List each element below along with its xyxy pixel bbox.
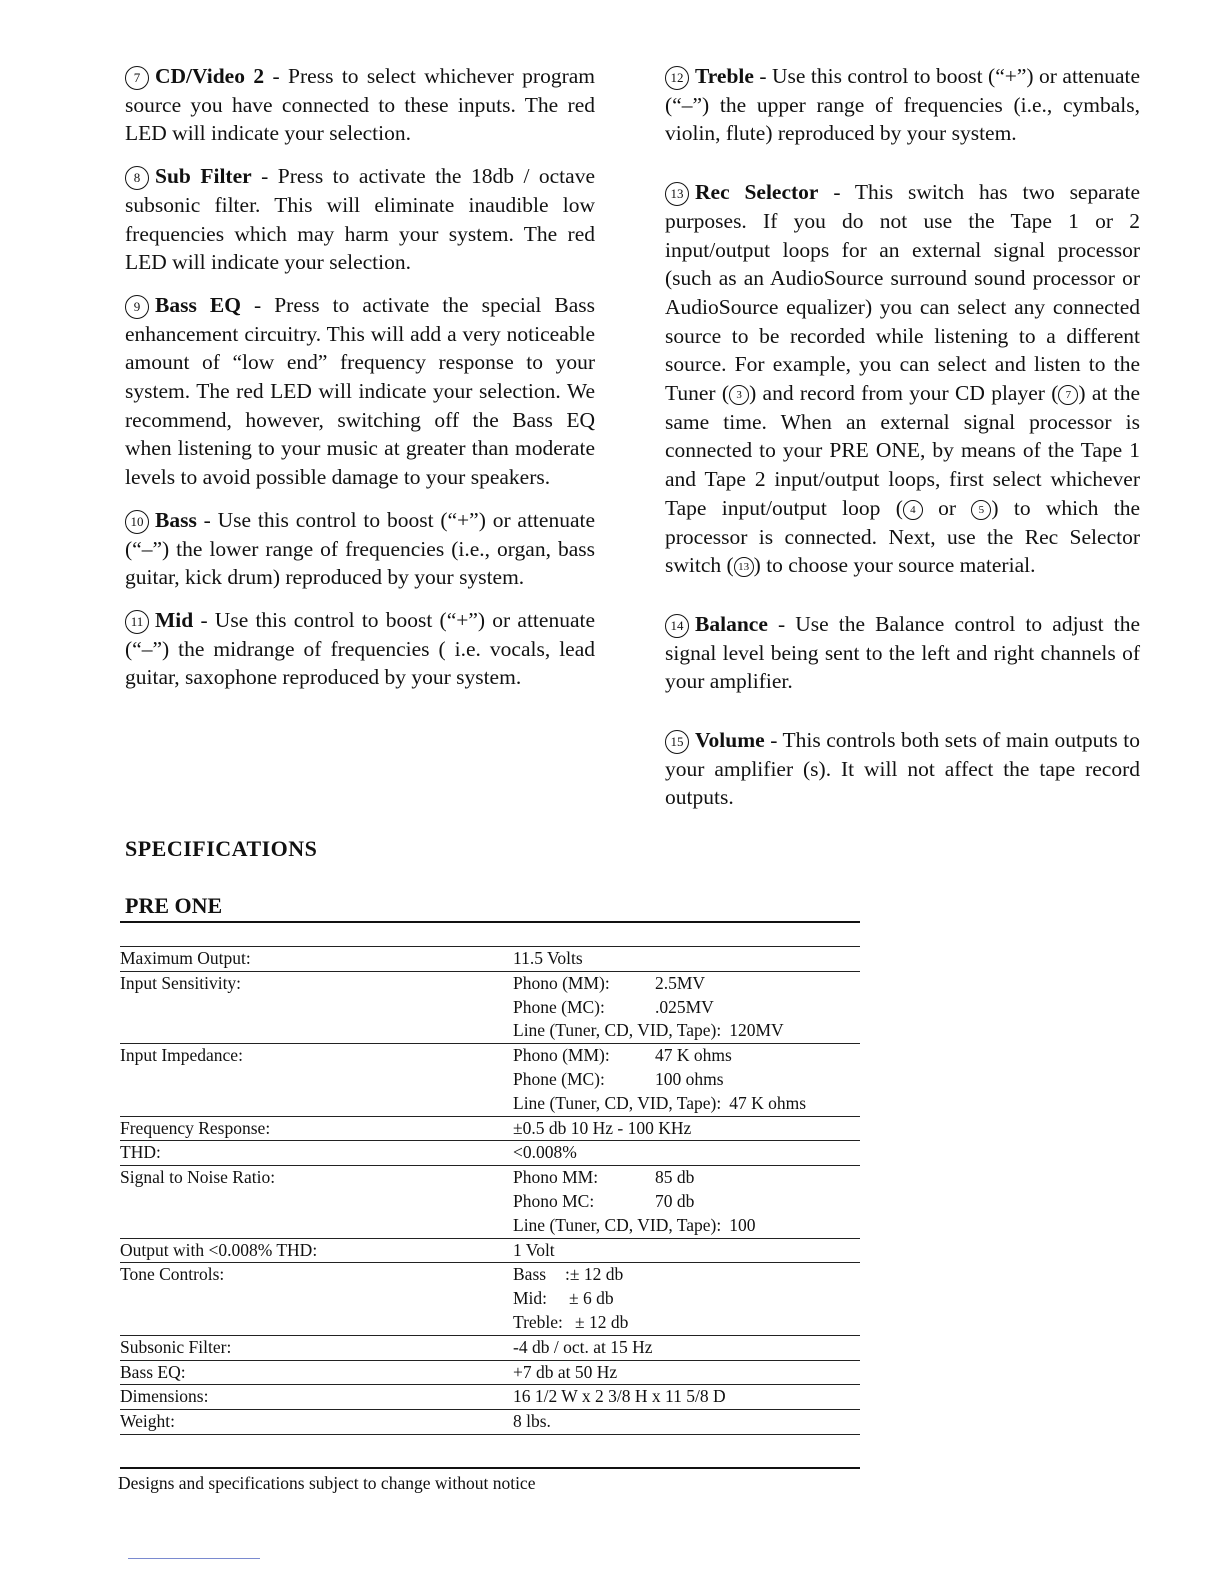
spec-label: Input Sensitivity: bbox=[120, 972, 242, 993]
sub-value: 85 db bbox=[655, 1167, 695, 1188]
spec-row-thd bbox=[120, 1141, 860, 1166]
sub-value: :± 12 db bbox=[565, 1264, 624, 1285]
inline-callout: 4 bbox=[903, 500, 923, 520]
left-column bbox=[125, 62, 595, 706]
callout-number: 8 bbox=[125, 166, 149, 190]
description-text: - Use this control to boost (“+”) or attenuate (“–”) the lower range of frequencies (i.e., organ, bass guitar, kick drum) reproduced by your system. bbox=[125, 507, 595, 590]
sub-label: Treble: bbox=[513, 1311, 563, 1332]
description-term: Treble bbox=[695, 64, 754, 88]
callout-number: 9 bbox=[125, 295, 149, 319]
spec-value: 8 lbs. bbox=[513, 1411, 551, 1432]
spec-value: <0.008% bbox=[513, 1142, 577, 1163]
spec-row-signal-to-noise bbox=[120, 1166, 860, 1238]
inline-callout: 3 bbox=[729, 385, 749, 405]
spec-label: Input Impedance: bbox=[120, 1045, 243, 1066]
spec-value: -4 db / oct. at 15 Hz bbox=[513, 1336, 653, 1357]
spec-value: ±0.5 db 10 Hz - 100 KHz bbox=[513, 1117, 692, 1138]
sub-label: Bass bbox=[513, 1264, 547, 1285]
callout-number: 12 bbox=[665, 66, 689, 90]
sub-value: 2.5MV bbox=[655, 972, 706, 993]
sub-label: Phono (MM): bbox=[513, 972, 610, 993]
footer-notice: Designs and specifications subject to change without notice bbox=[118, 1473, 536, 1493]
callout-number: 14 bbox=[665, 614, 689, 638]
specifications-heading: SPECIFICATIONS bbox=[125, 836, 318, 861]
spec-value-line bbox=[513, 1190, 860, 1214]
inline-callout: 13 bbox=[734, 557, 754, 577]
spec-label: Frequency Response: bbox=[120, 1117, 271, 1138]
description-term: Bass EQ bbox=[155, 292, 241, 317]
spec-value-line bbox=[513, 1263, 860, 1287]
spec-values bbox=[513, 1166, 860, 1237]
sub-label: Phone (MC): bbox=[513, 1068, 605, 1089]
spec-label: Dimensions: bbox=[120, 1386, 209, 1407]
spec-value-line bbox=[513, 972, 860, 996]
callout-number: 13 bbox=[665, 182, 689, 206]
sub-value: 47 K ohms bbox=[729, 1092, 807, 1113]
footer-rule bbox=[120, 1467, 860, 1469]
description-text: or bbox=[922, 495, 972, 520]
description-text: - Press to activate the 18db / octave subsonic filter. This will eliminate inaudible low frequencies which may harm your system. The red LED will indicate your selection. bbox=[125, 164, 595, 275]
spec-values bbox=[513, 1263, 860, 1334]
description-bass-eq bbox=[125, 291, 595, 492]
description-text: - Press to activate the special Bass enhancement circuitry. This will add a very noticeable amount of “low end” frequency response to your system. The red LED will indicate your selection. We recommend, however, switching off the Bass EQ when listening to your music at greater than moderate levels to avoid possible damage to your speakers. bbox=[125, 292, 596, 490]
description-text: ) at the same time. When an external signal processor is connected to your PRE ONE, by means of the Tape 1 and Tape 2 input/output loops, first select whichever Tape input/output loop ( bbox=[665, 381, 1140, 520]
spec-row-dimensions bbox=[120, 1385, 860, 1410]
spec-value-line bbox=[513, 1311, 860, 1335]
description-balance bbox=[665, 610, 1140, 696]
spec-value-line bbox=[513, 1068, 860, 1092]
sub-value: ± 6 db bbox=[569, 1288, 614, 1309]
spec-row-input-impedance bbox=[120, 1044, 860, 1116]
spec-row-output-thd bbox=[120, 1239, 860, 1264]
description-term: Rec Selector bbox=[695, 180, 819, 205]
spec-label: Output with <0.008% THD: bbox=[120, 1239, 318, 1260]
spec-label: Subsonic Filter: bbox=[120, 1336, 232, 1357]
callout-number: 11 bbox=[125, 610, 149, 634]
spec-value-line bbox=[513, 1287, 860, 1311]
description-term: CD/Video 2 bbox=[155, 64, 265, 88]
spec-row-bass-eq bbox=[120, 1361, 860, 1386]
description-text: - Use this control to boost (“+”) or attenuate (“–”) the upper range of frequencies (i.e., cymbals, violin, flute) reproduced by your system. bbox=[665, 64, 1140, 146]
sub-value: 100 bbox=[729, 1214, 756, 1235]
inline-callout: 5 bbox=[971, 500, 991, 520]
inline-callout: 7 bbox=[1058, 385, 1078, 405]
spec-label: Bass EQ: bbox=[120, 1361, 186, 1382]
description-term: Balance bbox=[695, 611, 768, 636]
spec-value-line bbox=[513, 1044, 860, 1068]
sub-label: Phono (MM): bbox=[513, 1045, 610, 1066]
description-term: Sub Filter bbox=[155, 164, 252, 189]
description-term: Mid bbox=[155, 607, 194, 632]
spec-row-input-sensitivity bbox=[120, 972, 860, 1044]
right-column bbox=[665, 62, 1140, 842]
description-term: Volume bbox=[695, 728, 765, 753]
sub-label: Mid: bbox=[513, 1288, 548, 1309]
spec-value-line bbox=[513, 996, 860, 1020]
description-sub-filter bbox=[125, 162, 595, 277]
description-text: - Use the Balance control to adjust the signal level being sent to the left and right channels of your amplifier. bbox=[665, 611, 1140, 694]
spec-value: 11.5 Volts bbox=[513, 948, 583, 968]
sub-value: 100 ohms bbox=[655, 1068, 724, 1089]
description-text: - This controls both sets of main outputs to your amplifier (s). It will not affect the tape record outputs. bbox=[665, 728, 1140, 810]
description-rec-selector bbox=[665, 178, 1140, 580]
spec-value-line bbox=[513, 1214, 860, 1238]
description-text: - This switch has two separate purposes. If you do not use the Tape 1 or 2 input/output loops for an external signal processor (such as an AudioSource surround sound processor or AudioSource equalizer) you can select any connected source to be recorded while listening to a different source. For example, you can select and listen to the Tuner ( bbox=[665, 180, 1140, 406]
spec-value: +7 db at 50 Hz bbox=[513, 1361, 618, 1382]
spec-row-weight bbox=[120, 1410, 860, 1435]
description-text: ) to choose your source material. bbox=[753, 553, 1036, 578]
spec-row-frequency-response bbox=[120, 1117, 860, 1142]
description-treble bbox=[665, 62, 1140, 148]
spec-value-line bbox=[513, 1019, 860, 1043]
spec-value: 16 1/2 W x 2 3/8 H x 11 5/8 D bbox=[513, 1386, 726, 1407]
description-term: Bass bbox=[155, 507, 197, 532]
spec-label: Maximum Output: bbox=[120, 948, 251, 968]
spec-value-line bbox=[513, 1092, 860, 1116]
callout-number: 10 bbox=[125, 510, 149, 534]
description-mid bbox=[125, 606, 595, 692]
description-text: - Use this control to boost (“+”) or attenuate (“–”) the midrange of frequencies ( i.e. vocals, lead guitar, saxophone reproduced by your system. bbox=[125, 607, 595, 690]
callout-number: 7 bbox=[125, 66, 149, 90]
sub-value: .025MV bbox=[655, 996, 714, 1017]
spec-row-max-output bbox=[120, 946, 860, 972]
spec-row-tone-controls bbox=[120, 1263, 860, 1335]
spec-label: THD: bbox=[120, 1142, 161, 1163]
sub-value: 70 db bbox=[655, 1190, 695, 1211]
sub-label: Line (Tuner, CD, VID, Tape): bbox=[513, 1020, 722, 1041]
spec-value-line bbox=[513, 1166, 860, 1190]
description-text: ) to which the processor is connected. Next, use the Rec Selector switch ( bbox=[665, 495, 1140, 578]
sub-value: ± 12 db bbox=[575, 1311, 629, 1332]
spec-label: Signal to Noise Ratio: bbox=[120, 1167, 276, 1188]
spec-row-subsonic-filter bbox=[120, 1336, 860, 1361]
spec-value: 1 Volt bbox=[513, 1239, 555, 1260]
scan-artifact-line bbox=[128, 1558, 260, 1559]
sub-label: Line (Tuner, CD, VID, Tape): bbox=[513, 1214, 722, 1235]
sub-label: Line (Tuner, CD, VID, Tape): bbox=[513, 1092, 722, 1113]
spec-values bbox=[513, 972, 860, 1043]
spec-label: Tone Controls: bbox=[120, 1264, 225, 1285]
description-bass bbox=[125, 506, 595, 592]
callout-number: 15 bbox=[665, 730, 689, 754]
model-heading: PRE ONE bbox=[125, 893, 223, 918]
sub-value: 120MV bbox=[729, 1020, 784, 1041]
spec-label: Weight: bbox=[120, 1411, 175, 1432]
sub-value: 47 K ohms bbox=[655, 1045, 732, 1066]
description-text: ) and record from your CD player ( bbox=[749, 381, 1059, 406]
description-text: - Press to select whichever program source you have connected to these inputs. The red LED will indicate your selection. bbox=[125, 64, 596, 146]
sub-label: Phone (MC): bbox=[513, 996, 605, 1017]
description-volume bbox=[665, 726, 1140, 812]
specifications-table bbox=[120, 946, 860, 1435]
sub-label: Phono MC: bbox=[513, 1190, 595, 1211]
spec-values bbox=[513, 1044, 860, 1115]
sub-label: Phono MM: bbox=[513, 1167, 599, 1188]
heading-rule bbox=[120, 921, 860, 923]
description-cd-video-2 bbox=[125, 62, 595, 148]
